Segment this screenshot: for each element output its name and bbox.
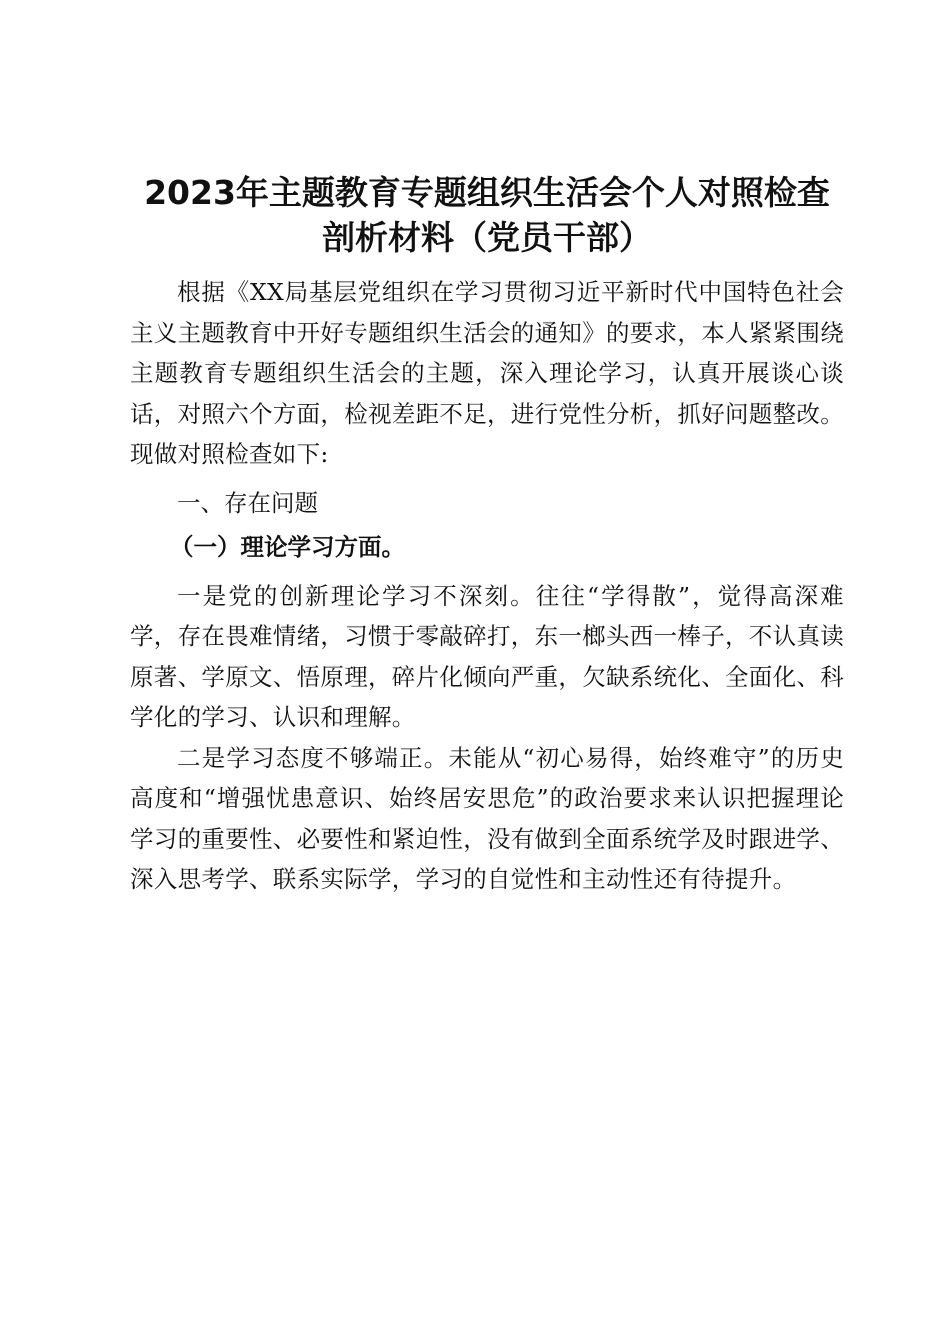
subsection-heading: （一）理论学习方面。 — [170, 533, 405, 561]
intro-paragraph: 根据《XX局基层党组织在学习贯彻习近平新时代中国特色社会主义主题教育中开好专题组织生活会的通知》的要求，本人紧紧围绕主题教育专题组织生活会的主题，深入理论学习，认真开展谈心谈话，对照六个方面，检视差距不足，进行党性分析，抓好问题整改。现做对照检查如下: — [130, 278, 844, 468]
body-paragraph-1: 一是党的创新理论学习不深刻。往往“学得散”，觉得高深难学，存在畏难情绪，习惯于零敲碎打，东一榔头西一棒子，不认真读原著、学原文、悟原理，碎片化倾向严重，欠缺系统化、全面化、科学化的学习、认识和理解。 — [130, 581, 844, 731]
document-content — [130, 170, 844, 900]
title-line-2: 剖析材料（党员干部） — [322, 218, 652, 257]
section-heading: 一、存在问题 — [177, 488, 318, 517]
title-line-1: 2023年主题教育专题组织生活会个人对照检查 — [144, 173, 830, 212]
body-paragraph-2: 二是学习态度不够端正。未能从“初心易得，始终难守”的历史高度和“增强忧患意识、始终居安思危”的政治要求来认识把握理论学习的重要性、必要性和紧迫性，没有做到全面系统学及时跟进学、深入思考学、联系实际学，学习的自觉性和主动性还有待提升。 — [130, 743, 844, 893]
document-title — [130, 170, 844, 260]
document-body — [130, 272, 844, 900]
